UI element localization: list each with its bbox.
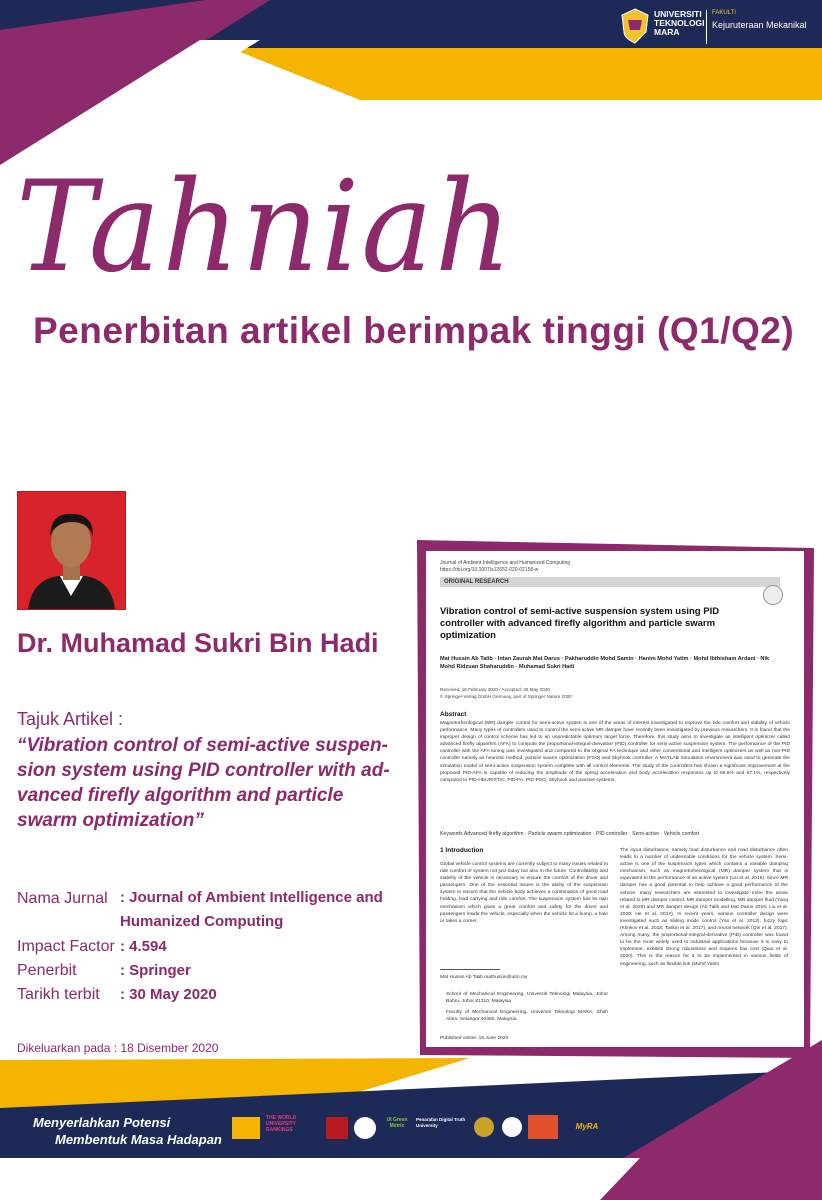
corresponding-author: Mat Hussin Ab Talib mathussin@utm.my xyxy=(440,975,528,980)
article-title: “Vibration control of semi-active suspen-sion system using PID controller with ad-vanced firefly algorithm and particle swarm optimization” xyxy=(17,735,390,831)
abstract-text: Magnetorheological (MR) damper control for semi-active system is one of the areas of interest investigated to improve the ride comfort and stability of vehicle performance. Many types of controllers used to control the semi-active MR damper have recently been investigated by previous researchers. It is found that the improper design of control scheme has led to an unpredictable optimum target force. Therefore, this study aims to investigate an intelligent optimizer called advanced firefly algorithm (AFA) to compute the proportional-integral-derivative (PID) controller for semi-active suspension system. The performance of the PID controller with the AFA tuning was investigated and compared to the original FA technique and other conventional and intelligent optimizers as well as non-PID controller namely as heuristic method, particle swarm optimization (PSO) and Skyhook controller. A MATLAB Simulation environment was used to generate the simulation model of semi-active suspension system complete with all control elements. The study of the controllers has shown a significant improvement at the proposed PID-AFA is capable of reducing the amplitude of the spring acceleration and body acceleration responses up to 56.5% and 67.1%, respectively compared to PID-HEURISTIC, PID-FA, PID-PSO, Skyhook and passive systems. xyxy=(440,721,790,783)
publisher-label: Penerbit xyxy=(17,962,77,979)
paper-journal: Journal of Ambient Intelligence and Humanized Computing xyxy=(440,560,571,566)
medal-badge-icon xyxy=(474,1117,494,1137)
uitm-logo xyxy=(620,8,820,48)
publish-date-label: Tarikh terbit xyxy=(17,986,100,1003)
paper-copyright: © Springer-Verlag GmbH Germany, part of Springer Nature 2020 xyxy=(440,694,572,699)
paper-keywords: Keywords Advanced firefly algorithm · Particle swarm optimization · PID controller · Semi-active · Vehicle comfort xyxy=(440,831,700,837)
digital-truth-badge: Penarafan Digital Truth University xyxy=(416,1117,466,1128)
paper-title: Vibration control of semi-active suspension system using PID controller with advanced firefly algorithm and particle swarm optimization xyxy=(440,606,720,641)
intro-column-2: The input disturbance, namely load disturbance and road disturbance often leads to a number of undesirable conditions for the vehicle system. Semi-active is one of the suspension types which contains a variable damping mechanism, such as magnetorheological (MR) damper system that is equivalent to the performance of an active system (Liu et al. 2019). Since MR damper has a good potential to help achieve a good performance of the vehicle, many researchers are interested to investigate more the areas related to MR damper control, MR damper modelling, MR damper fluid (Yang et al. 2020) and MR damper design (Ab Talib and Mat Darus 2016; Liu et al. 2020; He et al. 2017). In recent years, various controller design were investigated such as sliding mode control (Yao et al. 2013), fuzzy logic (Klinkov et al. 2018; Taskin et al. 2017), and neural network (Qin et al. 2017). Among many, the proportional-integral-derivative (PID) controller was found to be the most widely used in industrial applications because it is easy to implement, exhibits strong robustness and requires low cost (Qiao et al. 2020). This is the reason for it to be implemented in various fields of engineering, such as flexible link (Mohd Yatim xyxy=(620,848,788,967)
paper-doi: https://doi.org/10.1007/s12652-020-02158-w xyxy=(440,567,539,573)
paper-section-bar: ORIGINAL RESEARCH xyxy=(440,577,780,587)
abstract-heading: Abstract xyxy=(440,711,467,718)
intro-column-1: Global vehicle control systems are currently subject to many issues related to ride comfort of system not just today but also in the future. Controllability and stability of the vehicle is necessary to ensure the comfort of the driver and passengers. One of the essential issues is the ability of the suspension system to ensure that the vehicle body achieves a combination of good road holding, load carrying and ride comfort. The suspension system has its own mechanism which gives a great comfort and safety for the driver and passengers inside the vehicle, especially when the vehicle hit a bump, a hole or takes a corner. xyxy=(440,862,608,924)
recipient-name: Dr. Muhamad Sukri Bin Hadi xyxy=(17,628,379,658)
journal-value: : Journal of Ambient Intelligence and Humanized Computing xyxy=(120,889,383,930)
impact-factor-label: Impact Factor xyxy=(17,938,115,955)
journal-label: Nama Jurnal xyxy=(17,890,108,907)
university-name: UNIVERSITI TEKNOLOGI MARA xyxy=(654,9,705,37)
portrait-icon xyxy=(18,492,125,609)
publisher-value: : Springer xyxy=(120,962,191,979)
article-title-label: Tajuk Artikel : xyxy=(17,709,124,729)
issued-date: Dikeluarkan pada : 18 Disember 2020 xyxy=(17,1041,219,1055)
slogan-line-2: Membentuk Masa Hadapan xyxy=(55,1132,222,1147)
paper-received: Received: 18 February 2020 / Accepted: 30 May 2020 xyxy=(440,687,550,692)
the-badge: THE WORLD UNIVERSITY RANKINGS xyxy=(266,1115,297,1133)
slogan xyxy=(33,1114,222,1148)
university-seal-icon xyxy=(620,8,650,44)
affiliation-2: Faculty of Mechanical Engineering, Universiti Teknologi MARA, Shah Alam, Selangor 40450, Malaysia xyxy=(446,1010,608,1023)
slogan-line-1: Menyerlahkan Potensi xyxy=(33,1115,171,1130)
seal-badge-icon xyxy=(354,1117,376,1139)
subtitle: Penerbitan artikel berimpak tinggi (Q1/Q2) xyxy=(33,310,795,351)
apex-badge-icon xyxy=(528,1115,558,1139)
heading-tahniah: Tahniah xyxy=(16,154,515,301)
myra-badge: MyRA xyxy=(575,1122,599,1131)
department-name: Kejuruteraan Mekanikal xyxy=(712,20,807,30)
logo-divider xyxy=(706,10,707,44)
award-badge-icon xyxy=(326,1117,348,1139)
crossmark-icon xyxy=(763,585,783,605)
intro-heading: 1 Introduction xyxy=(440,847,484,854)
qs-badge-icon xyxy=(232,1117,260,1139)
footnote-divider xyxy=(440,969,500,970)
greenmetric-badge: UI Green Metric xyxy=(386,1117,408,1129)
publish-date-value: : 30 May 2020 xyxy=(120,986,217,1003)
published-online: Published online: 15 June 2020 xyxy=(440,1036,509,1041)
affiliation-1: School of Mechanical Engineering, Universiti Teknologi Malaysia, Johor Bahru, Johor 81310, Malaysia xyxy=(446,992,608,1005)
recipient-photo xyxy=(17,491,126,610)
faculty-label: FAKULTI xyxy=(712,10,736,16)
impact-factor-value: : 4.594 xyxy=(120,938,167,955)
paper-preview xyxy=(426,551,804,1047)
paper-authors: Mat Hussin Ab Talib · Intan Zaurah Mat Darus · Pakharuddin Mohd Samin · Hanim Mohd Yatim · Mohd Ibthisham Ardani · Nik Mohd Ridzuan Shaharuddin · Muhamad Sukri Hadi xyxy=(440,656,770,670)
ring-badge-icon xyxy=(502,1117,522,1137)
